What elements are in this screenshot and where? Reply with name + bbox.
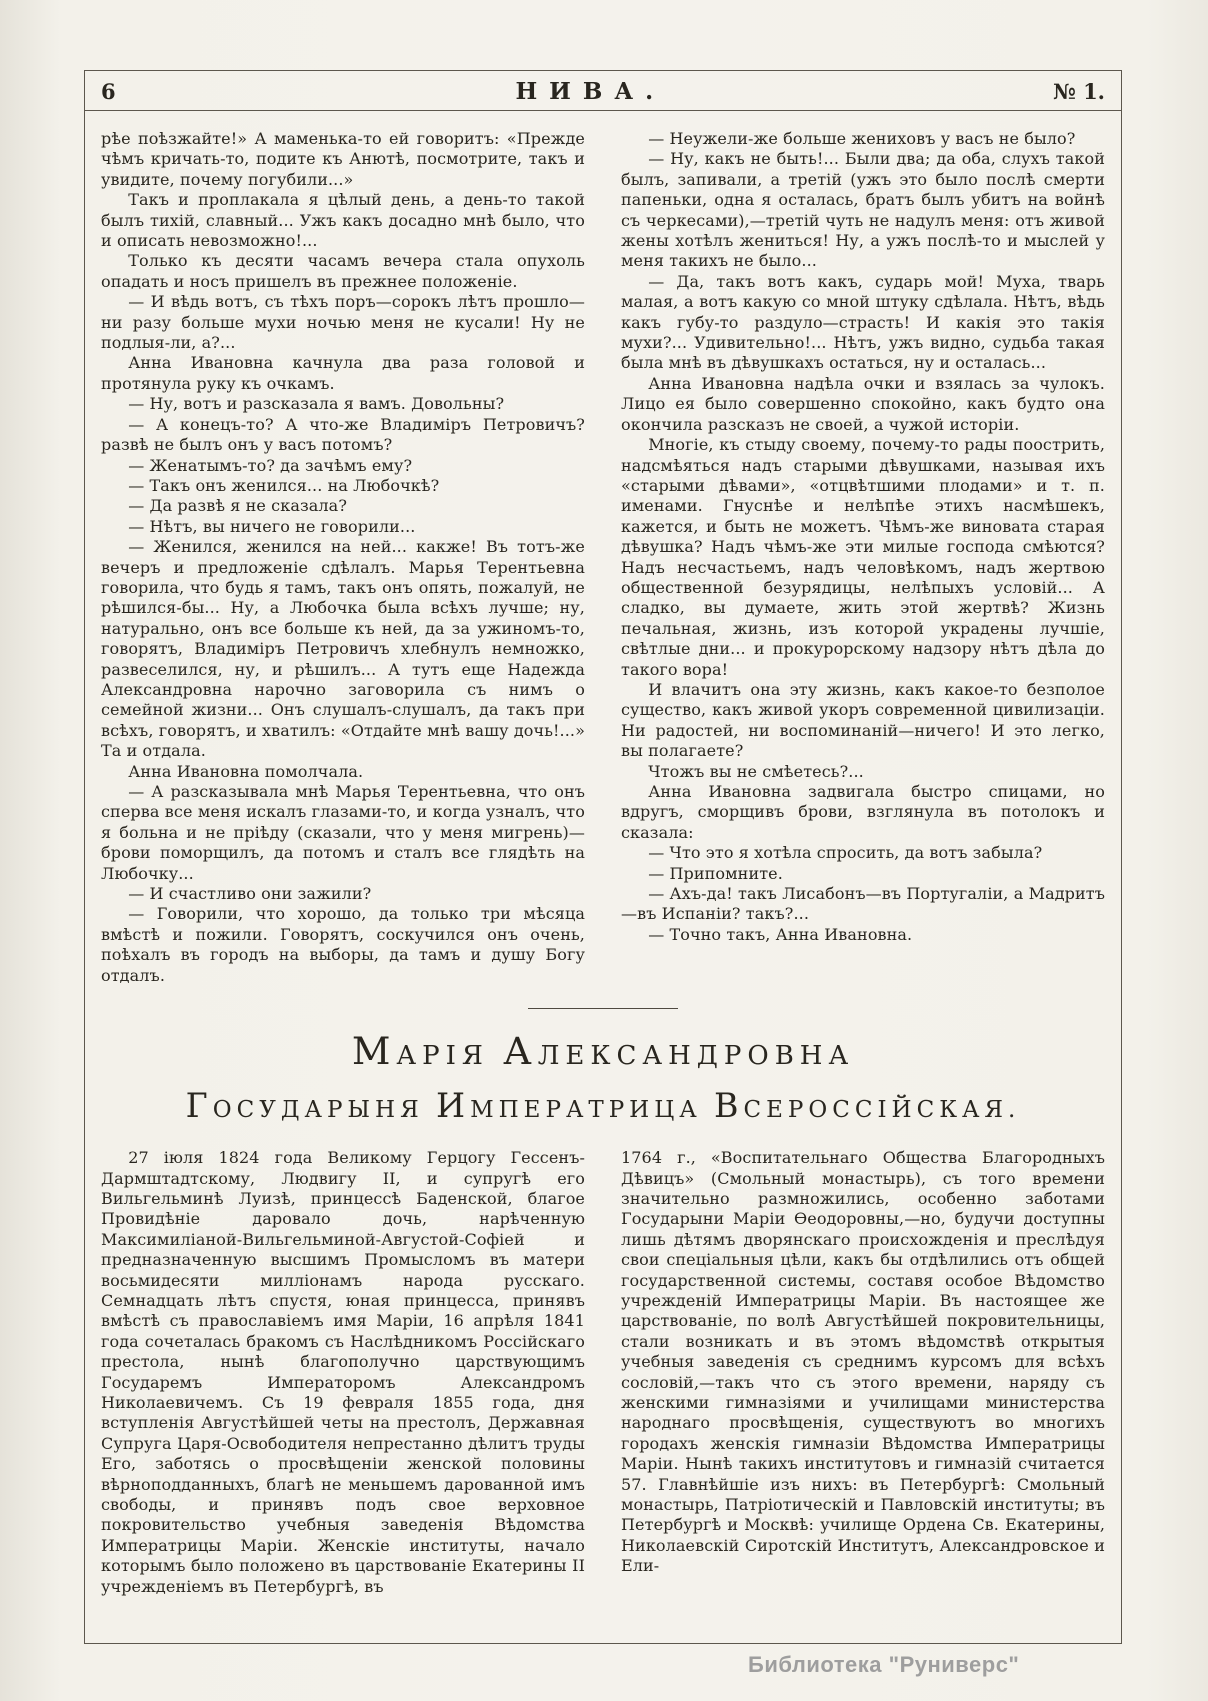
paragraph: Чтожъ вы не смѣетесь?... bbox=[648, 761, 864, 781]
library-watermark: Библиотека "Руниверс" bbox=[748, 1652, 1020, 1677]
article-title-line2: ГОСУДАРЫНЯ ИМПЕРАТРИЦА ВСЕРОССІЙСКАЯ. bbox=[185, 1085, 1021, 1125]
paragraph: Такъ и проплакала я цѣлый день, а день-то такой былъ тихій, славный... Ужъ какъ досадно мнѣ было, что и описать невозможно!... bbox=[101, 190, 585, 251]
paragraph: 27 іюля 1824 года Великому Герцогу Гессенъ-Дармштадтскому, Людвигу II, и супругѣ его Вильгельминѣ Луизѣ, принцессѣ Баденской, благое Провидѣніе даровало дочь, нарѣченную Максимиліаной-Вильгельминой-Августой-Софіей и предназначенную высшимъ Промысломъ въ матери восьмидесяти милліонамъ народа русскаго. Семнадцать лѣтъ спустя, юная принцесса, принявъ вмѣстѣ съ православіемъ имя Маріи, 16 апрѣля 1841 года сочеталась бракомъ съ Наслѣдникомъ Россійскаго престола, нынѣ благополучно царствующимъ Государемъ Императоромъ Александромъ Николаевичемъ. Съ 19 февраля 1855 года, дня вступленія Августѣйшей четы на престолъ, Державная Супруга Царя-Освободителя непрестанно дѣлитъ труды Его, заботясь о просвѣщеніи женской половины вѣрноподданныхъ, благѣ не меньшемъ дарованной имъ свободы, и принявъ подъ свое верховное покровительство учебныя заведенія Вѣдомства Императрицы Маріи. Женскіе институты, начало которымъ было положено въ царствованіе Екатерины II учрежденіемъ въ Петербургѣ, въ bbox=[101, 1148, 585, 1596]
paragraph: — И счастливо они зажили? bbox=[128, 884, 372, 904]
masthead-title: НИВА. bbox=[515, 78, 666, 105]
paragraph: Анна Ивановна качнула два раза головой и протянула руку къ очкамъ. bbox=[101, 353, 585, 393]
paragraph: — Да, такъ вотъ какъ, сударь мой! Муха, тварь малая, а вотъ какую со мной штуку сдѣлала. Нѣтъ, вѣдь какъ губу-то раздуло—страсть! И какія это такія мухи?... Удивительно!... Нѣтъ, ужъ видно, судьба такая была мнѣ въ дѣвушкахъ остаться, ну и осталась... bbox=[621, 271, 1105, 373]
paragraph: — Нѣтъ, вы ничего не говорили... bbox=[128, 516, 416, 536]
paragraph: Анна Ивановна помолчала. bbox=[128, 761, 364, 781]
paragraph: рѣе поѣзжайте!» А маменька-то ей говоритъ: «Прежде чѣмъ кричать-то, подите къ Анютѣ, посмотрите, такъ и увидите, почему погубили...» bbox=[101, 129, 585, 189]
story-section bbox=[101, 129, 1105, 986]
page-header bbox=[85, 71, 1121, 111]
paragraph: — Точно такъ, Анна Ивановна. bbox=[648, 924, 913, 944]
paragraph: — Ахъ-да! такъ Лисабонъ—въ Португаліи, а Мадритъ—въ Испаніи? такъ?... bbox=[621, 884, 1105, 924]
paragraph: 1764 г., «Воспитательнаго Общества Благородныхъ Дѣвицъ» (Смольный монастырь), съ того времени значительно размножились, особенно заботами Государыни Маріи Ѳеодоровны,—но, будучи доступны лишь дѣтямъ дворянскаго происхожденія и преслѣдуя свои спеціальныя цѣли, какъ бы отдѣлились отъ общей государственной системы, составя особое Вѣдомство учрежденій Императрицы Маріи. Въ настоящее же царствованіе, по волѣ Августѣйшей покровительницы, стали возникать и въ этомъ вѣдомствѣ открытыя учебныя заведенія съ среднимъ курсомъ для всѣхъ сословій,—такъ что съ этого времени, наряду съ женскими гимназіями и училищами министерства народнаго просвѣщенія, существуютъ во многихъ городахъ женскія гимназіи Вѣдомства Императрицы Маріи. Нынѣ такихъ институтовъ и гимназій считается 57. Главнѣйшіе изъ нихъ: въ Петербургѣ: Смольный монастырь, Патріотическій и Павловскій институты; въ Петербургѣ и Москвѣ: училище Ордена Св. Екатерины, Николаевскій Сиротскій Институтъ, Александровское и Ели- bbox=[621, 1148, 1105, 1576]
paragraph: — Женился, женился на ней... какже! Въ тотъ-же вечеръ и предложеніе сдѣлалъ. Марья Терентьевна говорила, что будь я тамъ, такъ онъ опять, пожалуй, не рѣшился-бы... Ну, а Любочка была всѣхъ лучше; ну, натурально, онъ все больше къ ней, да за ужиномъ-то, говорятъ, Владиміръ Петровичъ хлебнулъ немножко, развеселился, ну, и рѣшилъ... А тутъ еще Надежда Александровна нарочно заговорила съ нимъ о семейной жизни... Онъ слушалъ-слушалъ, да такъ при всѣхъ, говорятъ, и хватилъ: «Отдайте мнѣ вашу дочь!...» Та и отдала. bbox=[101, 537, 585, 761]
page-number: 6 bbox=[101, 79, 116, 104]
section-divider-rule bbox=[528, 1008, 678, 1009]
story-left-column bbox=[101, 129, 585, 986]
paragraph: — Говорили, что хорошо, да только три мѣсяца вмѣстѣ и пожили. Говорятъ, соскучился онъ очень, поѣхалъ въ городъ на выборы, да тамъ и душу Богу отдалъ. bbox=[101, 904, 585, 985]
paragraph: — Ну, вотъ и разсказала я вамъ. Довольны? bbox=[128, 394, 505, 414]
paragraph: — Да развѣ я не сказала? bbox=[128, 496, 348, 516]
paragraph: — А разсказывала мнѣ Марья Терентьевна, что онъ сперва все меня искалъ глазами-то, и когда узналъ, что я больна и не пріѣду (сказали, что у меня мигрень)—брови поморщилъ, да потомъ и сталъ все глядѣть на Любочку... bbox=[101, 782, 585, 883]
paragraph: Только къ десяти часамъ вечера стала опухоль опадать и носъ пришелъ въ прежнее положеніе. bbox=[101, 251, 585, 291]
page-body bbox=[85, 111, 1121, 1597]
paragraph: — Такъ онъ женился... на Любочкѣ? bbox=[128, 475, 440, 495]
paragraph: — Неужели-же больше жениховъ у васъ не было? bbox=[648, 129, 1076, 148]
article-section bbox=[101, 1148, 1105, 1597]
paragraph: Анна Ивановна задвигала быстро спицами, но вдругъ, сморщивъ брови, взглянула въ потолокъ и сказала: bbox=[621, 782, 1105, 842]
paragraph: — Что это я хотѣла спросить, да вотъ забыла? bbox=[648, 843, 1043, 863]
paragraph: Анна Ивановна надѣла очки и взялась за чулокъ. Лицо ея было совершенно спокойно, какъ будто она окончила разсказъ не своей, а чужой исторіи. bbox=[621, 373, 1105, 434]
paragraph: И влачитъ она эту жизнь, какъ какое-то безполое существо, какъ живой укоръ современной цивилизаціи. Ни радостей, ни воспоминаній—ничего! И это легко, вы полагаете? bbox=[621, 679, 1105, 761]
paragraph: — Ну, какъ не быть!... Были два; да оба, слухъ такой былъ, запивали, а третій (ужъ это было послѣ смерти папеньки, одна я осталась, братъ былъ убитъ на войнѣ съ черкесами),—третій чуть не надулъ меня: отъ живой жены хотѣлъ жениться! Ну, а ужъ послѣ-то и мыслей у меня такихъ не было... bbox=[621, 149, 1105, 271]
paragraph: — И вѣдь вотъ, съ тѣхъ поръ—сорокъ лѣтъ прошло—ни разу больше мухи ночью меня не кусали! Ну не подлыя-ли, а?... bbox=[101, 292, 585, 353]
story-right-column bbox=[621, 129, 1105, 986]
article-right-column bbox=[621, 1148, 1105, 1597]
page-frame bbox=[84, 70, 1122, 1644]
paragraph: — А конецъ-то? А что-же Владиміръ Петровичъ? развѣ не былъ онъ у васъ потомъ? bbox=[101, 414, 585, 455]
article-title bbox=[101, 1029, 1105, 1125]
paragraph: — Женатымъ-то? да зачѣмъ ему? bbox=[128, 455, 413, 475]
article-left-column bbox=[101, 1148, 585, 1597]
issue-number: № 1. bbox=[1052, 79, 1105, 104]
paragraph: — Припомните. bbox=[648, 863, 783, 883]
paragraph: Многіе, къ стыду своему, почему-то рады поострить, надсмѣяться надъ старыми дѣвушками, называя ихъ «старыми дѣвами», «отцвѣтшими плодами» и т. п. именами. Гнуснѣе и нелѣпѣе этихъ насмѣшекъ, кажется, и быть не можетъ. Чѣмъ-же виновата старая дѣвушка? Надъ чѣмъ-же эти милые господа смѣются? Надъ несчастьемъ, надъ человѣкомъ, надъ жертвою общественной безурядицы, нелѣпыхъ условій... А сладко, вы думаете, жить этой жертвѣ? Жизнь печальная, жизнь, изъ которой украдены лучшіе, свѣтлые дни... и прокурорскому надзору нѣтъ дѣла до такого вора! bbox=[621, 435, 1105, 679]
article-title-line1: МАРІЯ АЛЕКСАНДРОВНА bbox=[351, 1029, 855, 1074]
